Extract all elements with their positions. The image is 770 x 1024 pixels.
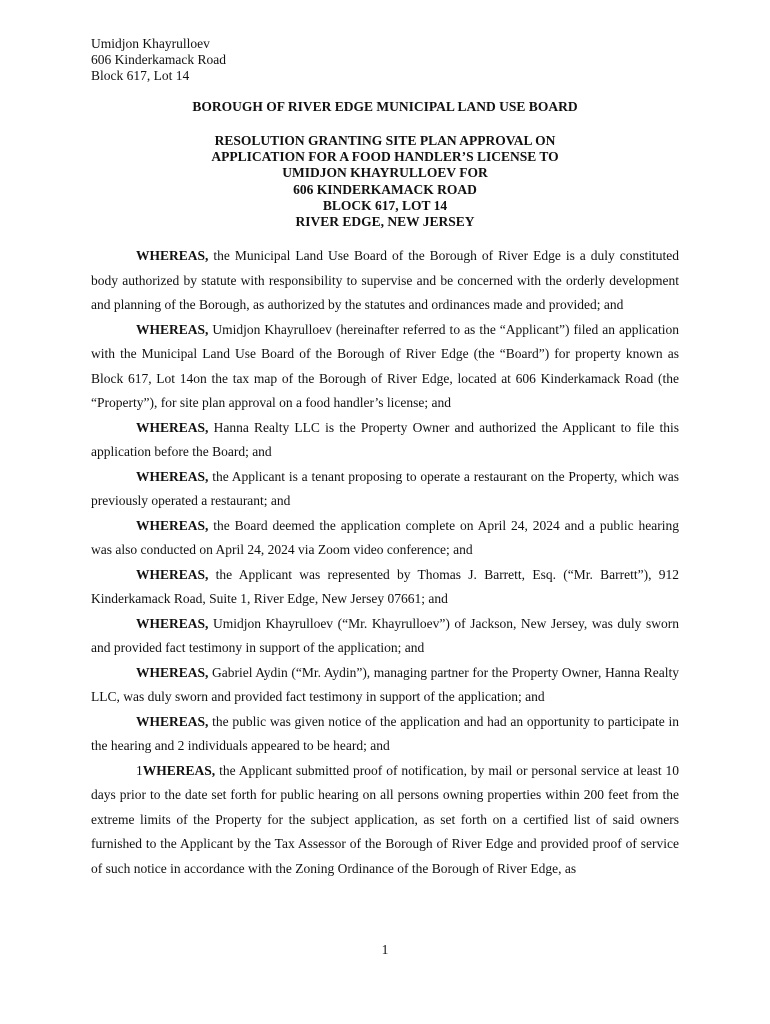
- paragraph-text: the Board deemed the application complete on April 24, 2024 and a public hearing was also conducted on April 24, 2024 via Zoom video conference; and: [91, 517, 679, 557]
- resolution-title-line: BLOCK 617, LOT 14: [322, 197, 448, 213]
- whereas-paragraph: [91, 759, 679, 882]
- whereas-paragraph: [91, 612, 679, 661]
- page-number: 1: [381, 942, 389, 957]
- paragraph-prefix: 1: [136, 762, 143, 778]
- whereas-lead: WHEREAS,: [142, 762, 216, 778]
- whereas-lead: WHEREAS,: [136, 321, 209, 337]
- paragraph-text: the public was given notice of the application and had an opportunity to participate in the hearing and 2 individuals appeared to be heard; and: [91, 713, 679, 753]
- whereas-lead: WHEREAS,: [136, 248, 209, 263]
- resolution-title-line: UMIDJON KHAYRULLOEV FOR: [282, 165, 488, 181]
- paragraph-text: the Applicant was represented by Thomas J. Barrett, Esq. (“Mr. Barrett”), 912 Kinderkamack Road, Suite 1, River Edge, New Jersey 07661; and: [91, 566, 679, 606]
- paragraph-text: Umidjon Khayrulloev (“Mr. Khayrulloev”) of Jackson, New Jersey, was duly sworn and provided fact testimony in support of the application; and: [91, 615, 679, 655]
- header-address: 606 Kinderkamack Road: [91, 52, 226, 67]
- resolution-title: [0, 133, 770, 230]
- paragraph-text: the Applicant submitted proof of notification, by mail or personal service at least 10 days prior to the date set forth for public hearing on all persons owning properties within 200 feet from the extreme limits of the Property for the subject application, as set forth on a certified list of said owners furnished to the Applicant by the Tax Assessor of the Borough of River Edge and provided proof of service of such notice in accordance with the Zoning Ordinance of the Borough of River Edge, as: [91, 762, 679, 876]
- resolution-title-line: 606 KINDERKAMACK ROAD: [293, 181, 477, 197]
- paragraph-text: Hanna Realty LLC is the Property Owner and authorized the Applicant to file this application before the Board; and: [91, 419, 679, 459]
- header-block-lot: Block 617, Lot 14: [91, 68, 190, 83]
- whereas-lead: WHEREAS,: [136, 713, 209, 729]
- paragraph-text: the Applicant is a tenant proposing to operate a restaurant on the Property, which was previously operated a restaurant; and: [91, 468, 679, 508]
- resolution-title-line: APPLICATION FOR A FOOD HANDLER’S LICENSE TO: [211, 149, 559, 165]
- whereas-lead: WHEREAS,: [136, 615, 209, 631]
- whereas-paragraph: [91, 563, 679, 612]
- whereas-paragraph: [91, 465, 679, 514]
- whereas-paragraph: [91, 244, 679, 318]
- paragraph-text: Umidjon Khayrulloev (hereinafter referred to as the “Applicant”) filed an application with the Municipal Land Use Board of the Borough of River Edge (the “Board”) for property known as Block 617, Lot 14on the tax map of the Borough of River Edge, located at 606 Kinderkamack Road (the “Property”), for site plan approval on a food handler’s license; and: [91, 321, 679, 410]
- resolution-body: [91, 244, 679, 881]
- whereas-lead: WHEREAS,: [136, 566, 209, 582]
- whereas-paragraph: [91, 514, 679, 563]
- whereas-lead: WHEREAS,: [136, 517, 209, 533]
- board-title: BOROUGH OF RIVER EDGE MUNICIPAL LAND USE BOARD: [192, 99, 578, 114]
- paragraph-text: Gabriel Aydin (“Mr. Aydin”), managing partner for the Property Owner, Hanna Realty LLC, was duly sworn and provided fact testimony in support of the application; and: [91, 664, 679, 704]
- whereas-paragraph: [91, 318, 679, 416]
- header-applicant-name: Umidjon Khayrulloev: [91, 36, 210, 51]
- resolution-title-line: RIVER EDGE, NEW JERSEY: [295, 214, 475, 230]
- paragraph-text: the Municipal Land Use Board of the Borough of River Edge is a duly constituted body authorized by statute with responsibility to supervise and be concerned with the orderly development and planning of the Borough, as authorized by the statutes and ordinances made and provided; and: [91, 248, 679, 312]
- whereas-lead: WHEREAS,: [136, 468, 209, 484]
- whereas-paragraph: [91, 661, 679, 710]
- applicant-header: [91, 36, 226, 84]
- whereas-paragraph: [91, 710, 679, 759]
- whereas-lead: WHEREAS,: [136, 664, 209, 680]
- whereas-lead: WHEREAS,: [136, 419, 209, 435]
- whereas-paragraph: [91, 416, 679, 465]
- resolution-title-line: RESOLUTION GRANTING SITE PLAN APPROVAL ON: [214, 133, 556, 148]
